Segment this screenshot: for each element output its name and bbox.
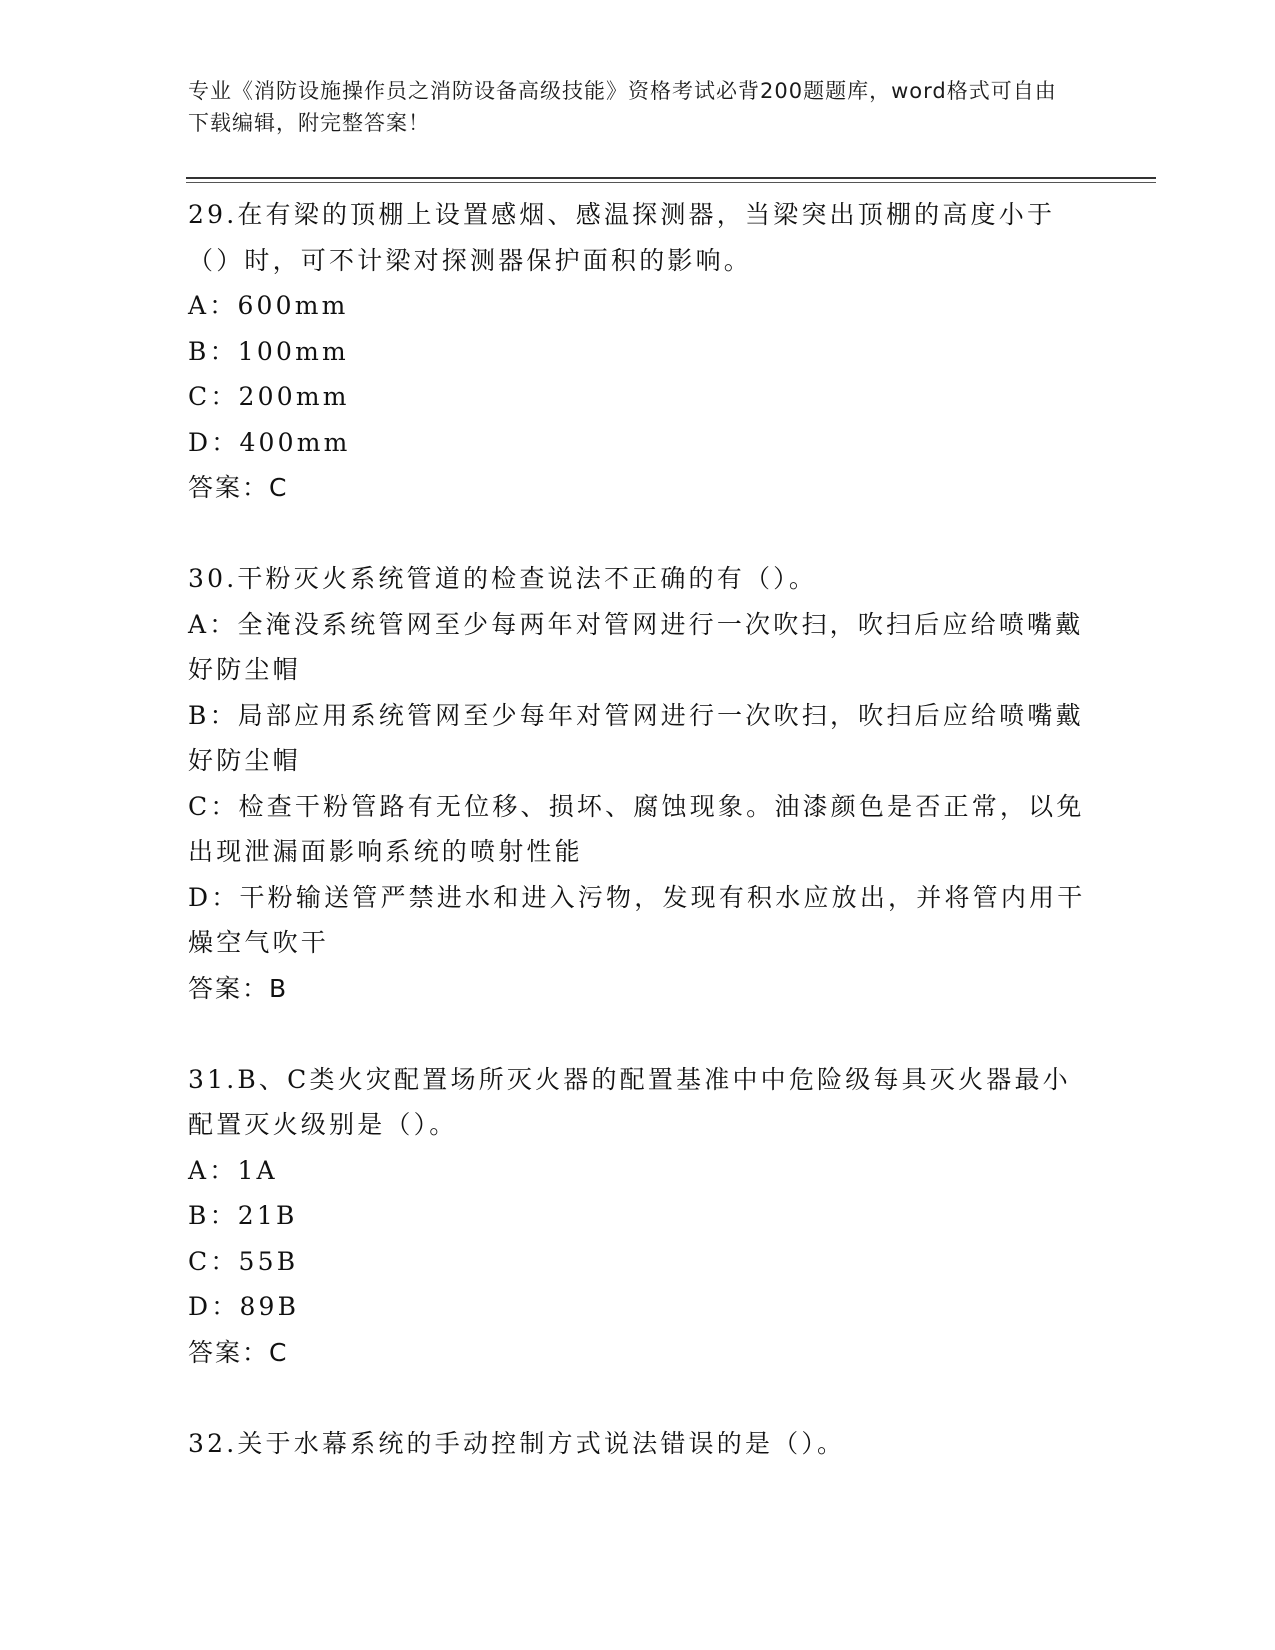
header-divider-thin bbox=[186, 182, 1156, 183]
option-d: D：89B bbox=[188, 1292, 300, 1321]
header-divider-thick bbox=[186, 177, 1156, 179]
question-stem: 32.关于水幕系统的手动控制方式说法错误的是（）。 bbox=[188, 1428, 846, 1458]
option-c: C：检查干粉管路有无位移、损坏、腐蚀现象。油漆颜色是否正常，以免出现泄漏面影响系统的喷射性能 bbox=[188, 791, 1085, 866]
option-a: A：全淹没系统管网至少每两年对管网进行一次吹扫，吹扫后应给喷嘴戴好防尘帽 bbox=[188, 609, 1084, 684]
option-a: A：1A bbox=[188, 1155, 278, 1185]
question-list bbox=[188, 192, 1088, 1466]
answer: 答案：C bbox=[188, 473, 289, 502]
option-c: C：55B bbox=[188, 1246, 299, 1276]
question-stem: 30.干粉灭火系统管道的检查说法不正确的有（）。 bbox=[188, 564, 818, 593]
option-b: B：局部应用系统管网至少每年对管网进行一次吹扫，吹扫后应给喷嘴戴好防尘帽 bbox=[188, 700, 1084, 775]
question-30 bbox=[188, 556, 1088, 1011]
document-header: 专业《消防设施操作员之消防设备高级技能》资格考试必背200题题库，word格式可自由下载编辑，附完整答案！ bbox=[188, 79, 1057, 135]
answer: 答案：B bbox=[188, 973, 289, 1003]
question-31 bbox=[188, 1057, 1088, 1376]
option-b: B：21B bbox=[188, 1201, 298, 1230]
question-stem: 29.在有梁的顶棚上设置感烟、感温探测器，当梁突出顶棚的高度小于（）时，可不计梁对探测器保护面积的影响。 bbox=[188, 200, 1056, 275]
answer: 答案：C bbox=[188, 1337, 289, 1367]
option-b: B：100mm bbox=[188, 336, 349, 366]
question-29 bbox=[188, 192, 1088, 511]
question-stem: 31.B、C类火灾配置场所灭火器的配置基准中中危险级每具灭火器最小配置灭火级别是（）。 bbox=[188, 1064, 1071, 1139]
question-32 bbox=[188, 1421, 1088, 1467]
option-d: D：400mm bbox=[188, 427, 351, 457]
option-a: A：600mm bbox=[188, 291, 349, 320]
option-d: D：干粉输送管严禁进水和进入污物，发现有积水应放出，并将管内用干燥空气吹干 bbox=[188, 882, 1086, 957]
option-c: C：200mm bbox=[188, 382, 350, 411]
